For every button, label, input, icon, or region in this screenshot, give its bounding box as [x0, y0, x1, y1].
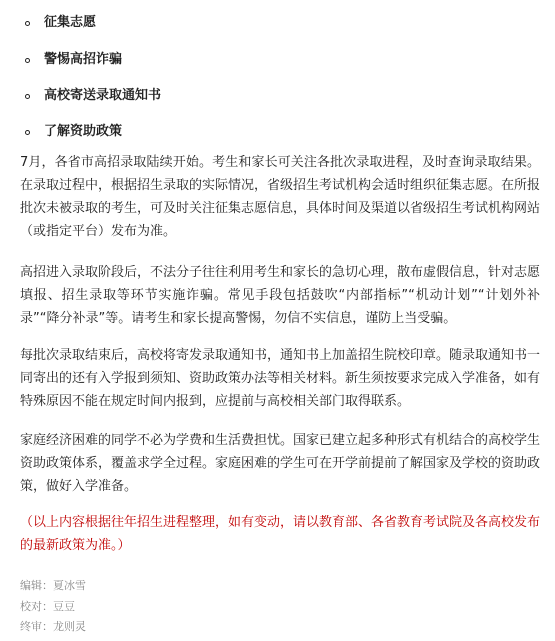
editor-credit: 编辑：夏冰雪 [20, 579, 86, 592]
paragraph-admission-progress: 7月，各省市高招录取陆续开始。考生和家长可关注各批次录取进程，及时查询录取结果。在录取过程中，根据招生录取的实际情况，省级招生考试机构会适时组织征集志愿。在所报批次未被录取的考生，可及时关注征集志愿信息，具体时间及渠道以省级招生考试机构网站（或指定平台）发布为准。 [20, 155, 541, 239]
list-item-label: 警惕高招诈骗 [44, 52, 123, 67]
proofreader-credit: 校对：豆豆 [20, 600, 75, 613]
final-reviewer-credit: 终审：龙则灵 [20, 620, 86, 633]
list-item-label: 了解资助政策 [44, 124, 123, 139]
bullet-icon [25, 130, 30, 135]
paragraph-admission-letter: 每批次录取结束后，高校将寄发录取通知书，通知书上加盖招生院校印章。随录取通知书一同寄出的还有入学报到须知、资助政策办法等相关材料。新生须按要求完成入学准备，如有特殊原因不能在规定时间内报到，应提前与高校相关部门取得联系。 [20, 348, 541, 409]
list-item-label: 高校寄送录取通知书 [44, 88, 162, 103]
paragraph-financial-aid: 家庭经济困难的同学不必为学费和生活费担忧。国家已建立起多种形式有机结合的高校学生资助政策体系，覆盖求学全过程。家庭困难的学生可在开学前提前了解国家及学校的资助政策，做好入学准备。 [20, 433, 541, 494]
bullet-icon [25, 94, 30, 99]
list-item-label: 征集志愿 [44, 15, 97, 30]
paragraph-fraud-warning: 高招进入录取阶段后，不法分子往往利用考生和家长的急切心理，散布虚假信息，针对志愿填报、招生录取等环节实施诈骗。常见手段包括鼓吹“内部指标”“机动计划”“计划外补录”“降分补录”等。请考生和家长提高警惕，勿信不实信息，谨防上当受骗。 [20, 265, 541, 326]
bullet-icon [25, 58, 30, 63]
bullet-icon [25, 21, 30, 26]
disclaimer-note: （以上内容根据往年招生进程整理，如有变动，请以教育部、各省教育考试院及各高校发布的最新政策为准。） [20, 515, 541, 553]
